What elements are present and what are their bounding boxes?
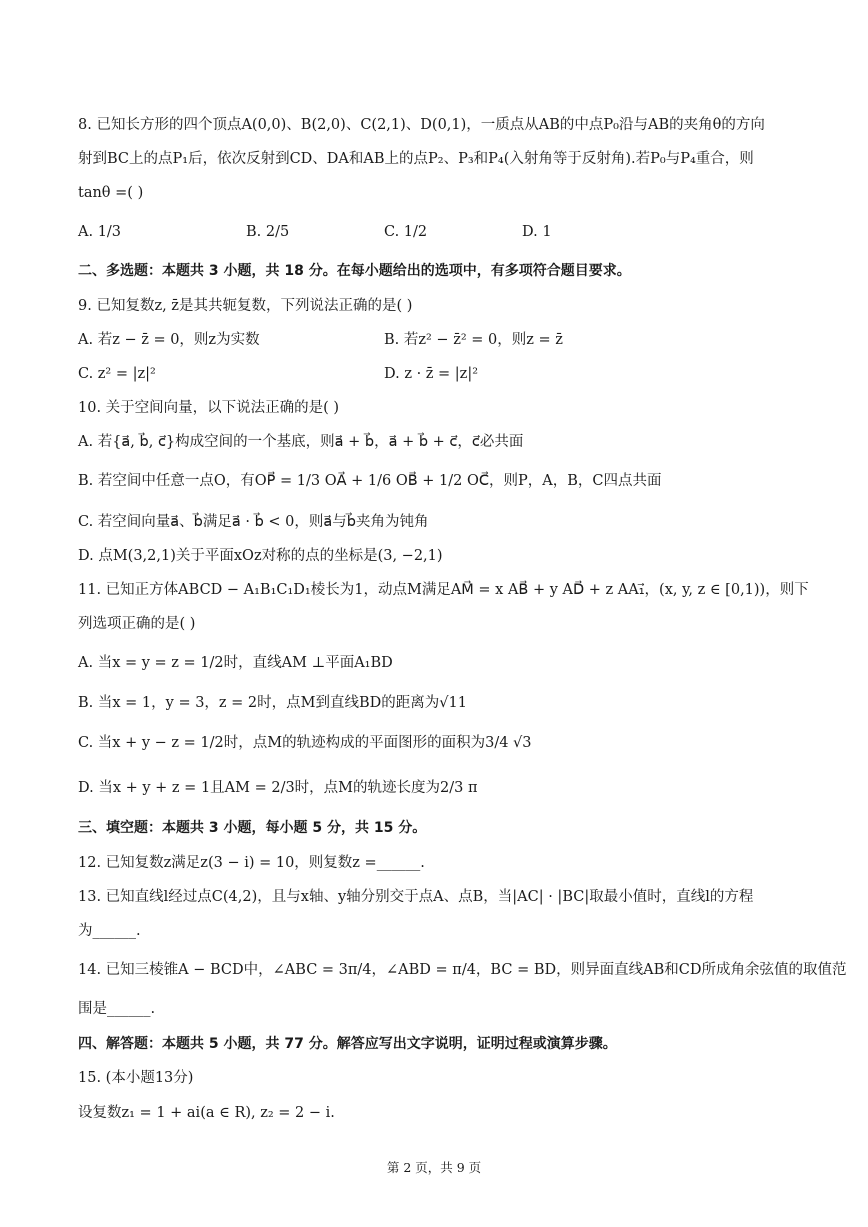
question-12: 12. 已知复数z满足z(3 − i) = 10，则复数z =______.	[78, 855, 425, 871]
q10-option-c: C. 若空间向量a⃗、b⃗满足a⃗ · b⃗ < 0，则a⃗与b⃗夹角为钝角	[78, 514, 429, 530]
q11-option-d: D. 当x + y + z = 1且AM = 2/3时，点M的轨迹长度为2/3 π	[78, 780, 478, 796]
q8-option-a: A. 1/3	[78, 224, 122, 240]
q9-option-a: A. 若z − z̄ = 0，则z为实数	[78, 332, 260, 348]
q11-option-a: A. 当x = y = z = 1/2时，直线AM ⊥平面A₁BD	[78, 655, 393, 671]
q8-line1: 8. 已知长方形的四个顶点A(0,0)、B(2,0)、C(2,1)、D(0,1)，一质点从AB的中点P₀沿与AB的夹角θ的方向	[78, 117, 765, 133]
q8-option-b: B. 2/5	[246, 224, 290, 240]
section-solution-heading: 四、解答题：本题共 5 小题，共 77 分。解答应写出文字说明，证明过程或演算步骤。	[78, 1036, 617, 1052]
q11-option-c: C. 当x + y − z = 1/2时，点M的轨迹构成的平面图形的面积为3/4 √3	[78, 735, 532, 751]
q10-option-a: A. 若{a⃗, b⃗, c⃗}构成空间的一个基底，则a⃗ + b⃗，a⃗ + b⃗ + c⃗，c⃗必共面	[78, 434, 524, 450]
page-footer: 第 2 页，共 9 页	[386, 1160, 482, 1175]
q8-option-c: C. 1/2	[384, 224, 428, 240]
q10-option-b: B. 若空间中任意一点O，有OP⃗ = 1/3 OA⃗ + 1/6 OB⃗ + 1/2 OC⃗，则P，A，B，C四点共面	[78, 473, 662, 489]
section-multi-choice-heading: 二、多选题：本题共 3 小题，共 18 分。在每小题给出的选项中，有多项符合题目要求。	[78, 263, 631, 279]
q13-line1: 13. 已知直线l经过点C(4,2)，且与x轴、y轴分别交于点A、点B，当|AC| · |BC|取最小值时，直线l的方程	[78, 889, 754, 905]
q14-line2: 围是______.	[78, 1001, 156, 1017]
q9-option-c: C. z² = |z|²	[78, 366, 156, 382]
q8-option-d: D. 1	[522, 224, 552, 240]
q9-stem: 9. 已知复数z, z̄是其共轭复数，下列说法正确的是( )	[78, 298, 413, 314]
q8-line2: 射到BC上的点P₁后，依次反射到CD、DA和AB上的点P₂、P₃和P₄(入射角等于反射角).若P₀与P₄重合，则	[78, 151, 754, 167]
q8-line3: tanθ =( )	[78, 185, 144, 201]
q10-stem: 10. 关于空间向量，以下说法正确的是( )	[78, 400, 340, 416]
q11-line2: 列选项正确的是( )	[78, 616, 196, 632]
q13-line2: 为______.	[78, 923, 141, 939]
q11-line1: 11. 已知正方体ABCD − A₁B₁C₁D₁棱长为1，动点M满足AM⃗ = x AB⃗ + y AD⃗ + z AA₁⃗，(x, y, z ∈ [0,1))，则下	[78, 582, 809, 598]
q10-option-d: D. 点M(3,2,1)关于平面xOz对称的点的坐标是(3, −2,1)	[78, 548, 443, 564]
q9-option-b: B. 若z² − z̄² = 0，则z = z̄	[384, 332, 563, 348]
q9-option-d: D. z · z̄ = |z|²	[384, 366, 479, 382]
section-fill-blank-heading: 三、填空题：本题共 3 小题，每小题 5 分，共 15 分。	[78, 820, 427, 836]
q11-option-b: B. 当x = 1，y = 3，z = 2时，点M到直线BD的距离为√11	[78, 695, 467, 711]
q15-title: 15. (本小题13分)	[78, 1070, 194, 1086]
q14-line1: 14. 已知三棱锥A − BCD中，∠ABC = 3π/4，∠ABD = π/4，BC = BD，则异面直线AB和CD所成角余弦值的取值范	[78, 962, 847, 978]
q15-body: 设复数z₁ = 1 + ai(a ∈ R), z₂ = 2 − i.	[78, 1105, 335, 1121]
